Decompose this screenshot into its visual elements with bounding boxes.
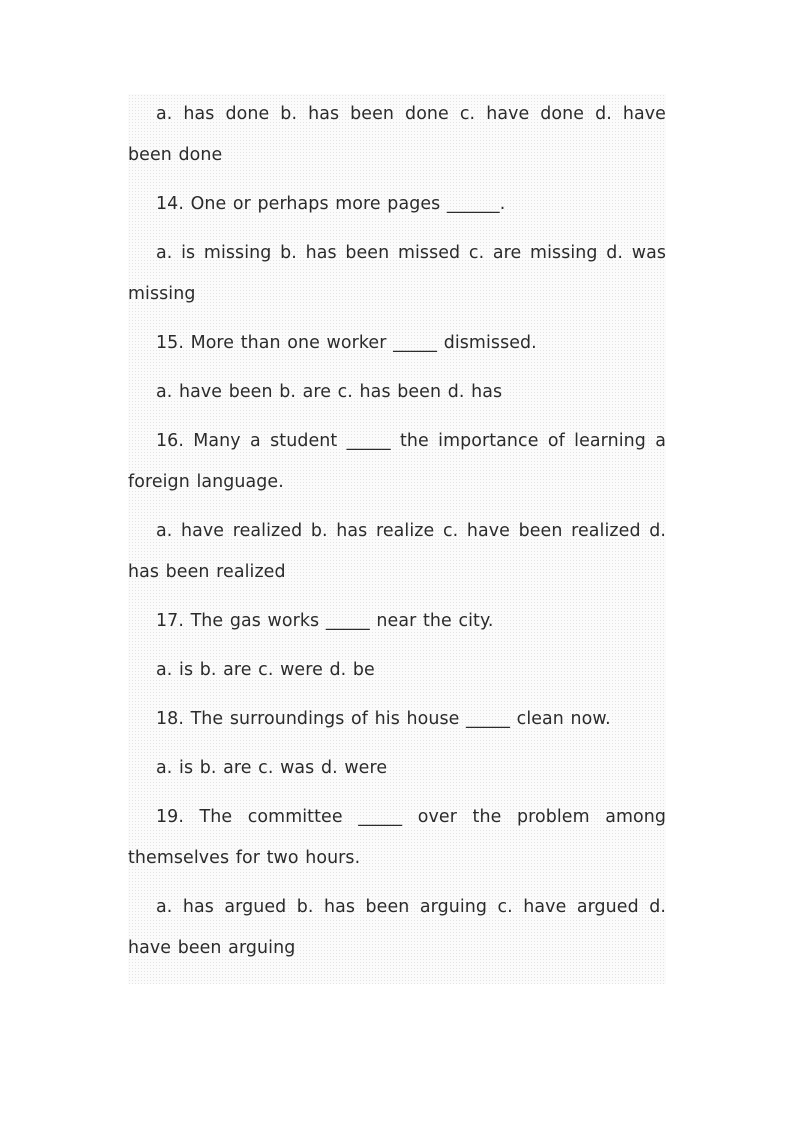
answer-options-19: a. has argued b. has been arguing c. have argued d. have been arguing [128, 897, 666, 958]
answer-options-14: a. is missing b. has been missed c. are missing d. was missing [128, 243, 666, 304]
answer-options-16: a. have realized b. has realize c. have been realized d. has been realized [128, 521, 666, 582]
document-page [128, 94, 666, 984]
answer-options-17: a. is b. are c. were d. be [156, 660, 375, 680]
question-15: 15. More than one worker _____ dismissed. [156, 333, 537, 353]
question-16: 16. Many a student _____ the importance of learning a foreign language. [128, 431, 666, 492]
answer-options-15: a. have been b. are c. has been d. has [156, 382, 503, 402]
answer-options-18: a. is b. are c. was d. were [156, 758, 388, 778]
answer-options-13: a. has done b. has been done c. have done d. have been done [128, 104, 666, 165]
question-17: 17. The gas works _____ near the city. [156, 611, 494, 631]
question-14: 14. One or perhaps more pages ______. [156, 194, 506, 214]
question-18: 18. The surroundings of his house _____ clean now. [156, 709, 611, 729]
question-19: 19. The committee _____ over the problem among themselves for two hours. [128, 807, 666, 868]
